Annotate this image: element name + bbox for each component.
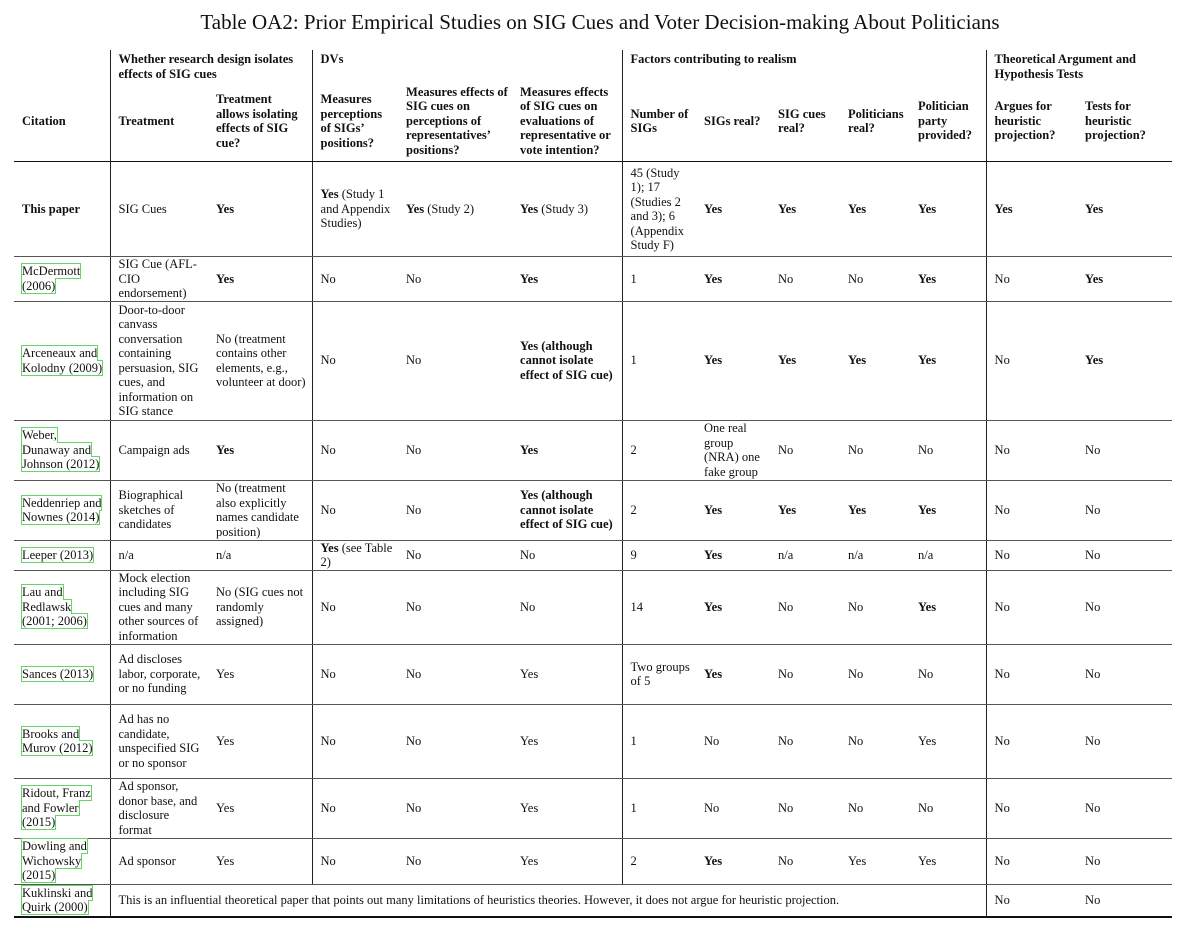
eval [512, 162, 622, 257]
table-row [14, 644, 1172, 704]
tests: No [1077, 570, 1172, 644]
group-realism: Factors contributing to realism [622, 50, 986, 81]
party: Yes [910, 480, 986, 540]
pol-real: No [840, 644, 910, 704]
citation-link[interactable]: Kuklinski and Quirk (2000) [22, 885, 93, 915]
treatment: Ad sponsor [110, 838, 208, 884]
perc-rep: No [398, 570, 512, 644]
pol-real: No [840, 570, 910, 644]
cues-real: No [770, 257, 840, 302]
treatment: Ad has no candidate, unspecified SIG or no sponsor [110, 704, 208, 778]
perc-sig [312, 540, 398, 570]
party: Yes [910, 838, 986, 884]
citation [14, 570, 110, 644]
isolates: n/a [208, 540, 312, 570]
party: Yes [910, 704, 986, 778]
tests: Yes [1077, 162, 1172, 257]
citation-link[interactable]: Lau and Redlawsk (2001; 2006) [22, 585, 87, 629]
perc-sig: No [312, 480, 398, 540]
table-row [14, 884, 1172, 917]
citation-link[interactable]: Sances (2013) [22, 666, 94, 681]
num-sigs: 1 [622, 778, 696, 838]
eval: Yes [512, 420, 622, 480]
cues-real: No [770, 420, 840, 480]
tests: Yes [1077, 257, 1172, 302]
citation [14, 778, 110, 838]
isolates: Yes [208, 644, 312, 704]
group-empty [14, 50, 110, 81]
perc-sig: No [312, 570, 398, 644]
treatment: Door-to-door canvass conversation containing persuasion, SIG cues, and information on SIG stance [110, 301, 208, 420]
isolates: Yes [208, 420, 312, 480]
header-treatment: Treatment [110, 81, 208, 162]
citation [14, 301, 110, 420]
sigs-real: Yes [696, 540, 770, 570]
sigs-real: Yes [696, 644, 770, 704]
isolates: Yes [208, 838, 312, 884]
perc-sig: No [312, 301, 398, 420]
perc-sig: No [312, 257, 398, 302]
citation-link[interactable]: Ridout, Franz and Fowler (2015) [22, 786, 91, 830]
argues: No [986, 778, 1077, 838]
sigs-real: No [696, 704, 770, 778]
treatment: Ad sponsor, donor base, and disclosure format [110, 778, 208, 838]
treatment: Mock election including SIG cues and many other sources of information [110, 570, 208, 644]
pol-real: Yes [840, 838, 910, 884]
pol-real: Yes [840, 301, 910, 420]
perc-sig: No [312, 420, 398, 480]
group-design: Whether research design isolates effects of SIG cues [110, 50, 312, 81]
table-row [14, 778, 1172, 838]
header-isolates: Treatment allows isolating effects of SIG cue? [208, 81, 312, 162]
theory-note: This is an influential theoretical paper that points out many limitations of heuristics theories. However, it does not argue for heuristic projection. [110, 884, 986, 917]
perc-sig-detail: (Study 1 and Appendix Studies) [320, 187, 391, 231]
argues: No [986, 301, 1077, 420]
party: No [910, 420, 986, 480]
citation [14, 704, 110, 778]
perc-rep-detail: (Study 2) [424, 201, 475, 216]
party: n/a [910, 540, 986, 570]
num-sigs: 14 [622, 570, 696, 644]
table-row [14, 540, 1172, 570]
sigs-real: Yes [696, 162, 770, 257]
sigs-real: Yes [696, 257, 770, 302]
cues-real: Yes [770, 480, 840, 540]
perc-sig: No [312, 838, 398, 884]
isolates: Yes [208, 704, 312, 778]
citation-link[interactable]: Leeper (2013) [22, 547, 94, 562]
header-tests: Tests for heuristic projection? [1077, 81, 1172, 162]
perc-sig-detail: (see Table 2) [320, 540, 393, 569]
isolates: Yes [208, 257, 312, 302]
num-sigs: 1 [622, 257, 696, 302]
party: Yes [910, 162, 986, 257]
cues-real: Yes [770, 162, 840, 257]
header-pol-real: Politicians real? [840, 81, 910, 162]
isolates: No (SIG cues not randomly assigned) [208, 570, 312, 644]
citation [14, 838, 110, 884]
citation: This paper [14, 162, 110, 257]
argues: No [986, 884, 1077, 917]
sigs-real: Yes [696, 480, 770, 540]
table-row [14, 838, 1172, 884]
perc-rep-yes: Yes [406, 201, 425, 216]
num-sigs: 1 [622, 301, 696, 420]
num-sigs: 2 [622, 838, 696, 884]
table-row [14, 162, 1172, 257]
eval: Yes [512, 838, 622, 884]
citation [14, 644, 110, 704]
perc-rep: No [398, 420, 512, 480]
argues: No [986, 257, 1077, 302]
perc-sig: No [312, 704, 398, 778]
tests: No [1077, 778, 1172, 838]
citation [14, 420, 110, 480]
table-row [14, 480, 1172, 540]
party: Yes [910, 570, 986, 644]
pol-real: No [840, 778, 910, 838]
argues: Yes [986, 162, 1077, 257]
citation [14, 540, 110, 570]
eval: No [512, 540, 622, 570]
isolates: No (treatment also explicitly names candidate position) [208, 480, 312, 540]
cues-real: No [770, 838, 840, 884]
tests: No [1077, 480, 1172, 540]
perc-sig [312, 162, 398, 257]
studies-table [14, 50, 1172, 918]
num-sigs: Two groups of 5 [622, 644, 696, 704]
pol-real: Yes [840, 480, 910, 540]
citation-link[interactable]: Brooks and Murov (2012) [22, 726, 93, 755]
argues: No [986, 540, 1077, 570]
table-title: Table OA2: Prior Empirical Studies on SIG Cues and Voter Decision-making About Politicians [200, 10, 1000, 34]
table-row [14, 570, 1172, 644]
tests: No [1077, 420, 1172, 480]
sigs-real: One real group (NRA) one fake group [696, 420, 770, 480]
perc-rep: No [398, 301, 512, 420]
perc-rep: No [398, 257, 512, 302]
tests: No [1077, 838, 1172, 884]
eval: Yes [512, 644, 622, 704]
eval: Yes (although cannot isolate effect of SIG cue) [512, 480, 622, 540]
group-dvs: DVs [312, 50, 622, 81]
argues: No [986, 480, 1077, 540]
num-sigs: 2 [622, 480, 696, 540]
num-sigs: 45 (Study 1); 17 (Studies 2 and 3); 6 (Appendix Study F) [622, 162, 696, 257]
perc-rep: No [398, 838, 512, 884]
perc-rep: No [398, 540, 512, 570]
num-sigs: 2 [622, 420, 696, 480]
tests: No [1077, 884, 1172, 917]
citation [14, 480, 110, 540]
header-cues-real: SIG cues real? [770, 81, 840, 162]
treatment: SIG Cues [110, 162, 208, 257]
table-row [14, 704, 1172, 778]
cues-real: No [770, 778, 840, 838]
citation-link[interactable]: Neddenriep and Nownes (2014) [22, 495, 102, 524]
cues-real: No [770, 644, 840, 704]
header-perc-rep: Measures effects of SIG cues on perceptions of representatives’ positions? [398, 81, 512, 162]
tests: No [1077, 644, 1172, 704]
isolates: Yes [208, 778, 312, 838]
perc-rep: No [398, 480, 512, 540]
table-row [14, 301, 1172, 420]
citation-link[interactable]: Dowling and Wichowsky (2015) [22, 839, 87, 883]
argues: No [986, 420, 1077, 480]
pol-real: No [840, 420, 910, 480]
header-argues: Argues for heuristic projection? [986, 81, 1077, 162]
argues: No [986, 704, 1077, 778]
isolates: Yes [208, 162, 312, 257]
argues: No [986, 838, 1077, 884]
eval-yes: Yes [520, 201, 539, 216]
pol-real: No [840, 257, 910, 302]
citation [14, 884, 110, 917]
pol-real: No [840, 704, 910, 778]
num-sigs: 9 [622, 540, 696, 570]
citation-link[interactable]: Arceneaux and Kolodny (2009) [22, 346, 103, 375]
header-citation: Citation [14, 81, 110, 162]
header-num-sigs: Number of SIGs [622, 81, 696, 162]
treatment: Biographical sketches of candidates [110, 480, 208, 540]
header-sigs-real: SIGs real? [696, 81, 770, 162]
header-eval: Measures effects of SIG cues on evaluations of representative or vote intention? [512, 81, 622, 162]
column-header-row [14, 81, 1172, 162]
header-party: Politician party provided? [910, 81, 986, 162]
party: Yes [910, 257, 986, 302]
table-row [14, 257, 1172, 302]
perc-sig-yes: Yes [320, 187, 339, 202]
tests: No [1077, 704, 1172, 778]
party: No [910, 778, 986, 838]
sigs-real: Yes [696, 838, 770, 884]
num-sigs: 1 [622, 704, 696, 778]
pol-real: n/a [840, 540, 910, 570]
eval: No [512, 570, 622, 644]
perc-sig: No [312, 778, 398, 838]
cues-real: n/a [770, 540, 840, 570]
isolates: No (treatment contains other elements, e.g., volunteer at door) [208, 301, 312, 420]
eval-detail: (Study 3) [538, 201, 589, 216]
group-header-row [14, 50, 1172, 81]
cues-real: No [770, 704, 840, 778]
sigs-real: Yes [696, 570, 770, 644]
argues: No [986, 644, 1077, 704]
party: Yes [910, 301, 986, 420]
tests: No [1077, 540, 1172, 570]
pol-real: Yes [840, 162, 910, 257]
perc-rep: No [398, 644, 512, 704]
perc-rep [398, 162, 512, 257]
sigs-real: No [696, 778, 770, 838]
treatment: Campaign ads [110, 420, 208, 480]
citation [14, 257, 110, 302]
cues-real: Yes [770, 301, 840, 420]
eval: Yes [512, 778, 622, 838]
citation-link[interactable]: Weber, Dunaway and Johnson (2012) [22, 428, 100, 472]
eval: Yes (although cannot isolate effect of SIG cue) [512, 301, 622, 420]
perc-sig-yes: Yes [320, 540, 339, 555]
sigs-real: Yes [696, 301, 770, 420]
treatment: Ad discloses labor, corporate, or no funding [110, 644, 208, 704]
treatment: SIG Cue (AFL-CIO endorsement) [110, 257, 208, 302]
argues: No [986, 570, 1077, 644]
group-theory: Theoretical Argument and Hypothesis Tests [986, 50, 1172, 81]
eval: Yes [512, 704, 622, 778]
table-row [14, 420, 1172, 480]
eval: Yes [512, 257, 622, 302]
perc-rep: No [398, 778, 512, 838]
party: No [910, 644, 986, 704]
treatment: n/a [110, 540, 208, 570]
tests: Yes [1077, 301, 1172, 420]
cues-real: No [770, 570, 840, 644]
perc-rep: No [398, 704, 512, 778]
perc-sig: No [312, 644, 398, 704]
header-perc-sig: Measures perceptions of SIGs’ positions? [312, 81, 398, 162]
citation-link[interactable]: McDermott (2006) [22, 264, 81, 293]
